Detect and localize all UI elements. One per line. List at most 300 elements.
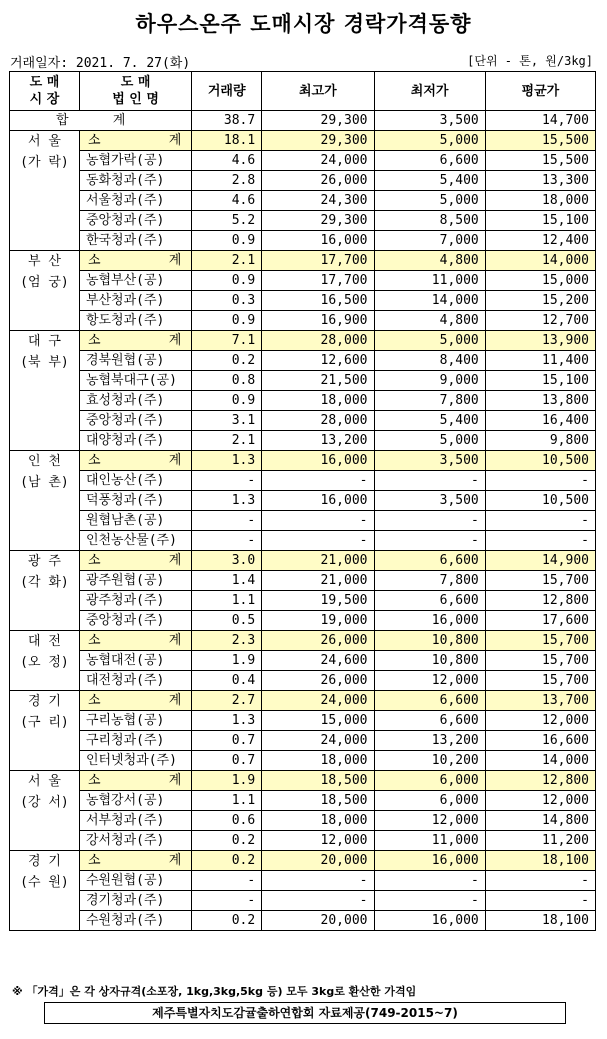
firm-name: 효성청과(주) [79,391,191,411]
market-name [10,131,80,251]
cell-volume: 4.6 [192,191,262,211]
cell-avg: 18,000 [485,191,595,211]
header-row [10,72,596,111]
subtotal-volume: 2.1 [192,251,262,271]
cell-volume: 0.2 [192,911,262,931]
cell-max: 18,500 [262,791,374,811]
cell-min: 13,200 [374,731,485,751]
subtotal-max: 26,000 [262,631,374,651]
subtotal-label-a: 소 [87,133,101,148]
cell-max: 19,000 [262,611,374,631]
cell-avg: 18,100 [485,911,595,931]
cell-max: 18,000 [262,811,374,831]
cell-max: 24,000 [262,151,374,171]
subtotal-label [79,631,191,651]
cell-max: 18,000 [262,751,374,771]
firm-name: 구리청과(주) [79,731,191,751]
subtotal-volume: 18.1 [192,131,262,151]
cell-volume: - [192,871,262,891]
cell-volume: 1.1 [192,591,262,611]
subtotal-row [10,131,596,151]
table-row [10,311,596,331]
market-name-line: 광 주 [27,554,61,569]
unit-label: [단위 - 톤, 원/3kg] [467,54,593,68]
cell-avg: 14,800 [485,811,595,831]
cell-max: 12,000 [262,831,374,851]
firm-name: 덕풍청과(주) [79,491,191,511]
subtotal-label-a: 소 [87,633,101,648]
subtotal-avg: 14,000 [485,251,595,271]
subtotal-row [10,851,596,871]
market-name [10,251,80,331]
subtotal-volume: 7.1 [192,331,262,351]
cell-max: 26,000 [262,671,374,691]
table-row [10,891,596,911]
subtotal-label-b: 계 [168,333,182,348]
cell-volume: 0.6 [192,811,262,831]
table-row [10,391,596,411]
firm-name: 중앙청과(주) [79,411,191,431]
market-name-line: (강 서) [20,795,69,810]
cell-min: - [374,531,485,551]
cell-min: 10,800 [374,651,485,671]
subtotal-label-a: 소 [87,693,101,708]
cell-avg: 17,600 [485,611,595,631]
cell-min: - [374,511,485,531]
cell-min: 11,000 [374,831,485,851]
cell-max: 19,500 [262,591,374,611]
cell-max: - [262,891,374,911]
cell-volume: 1.3 [192,491,262,511]
total-avg: 14,700 [485,111,595,131]
cell-min: 5,000 [374,431,485,451]
cell-min: 4,800 [374,311,485,331]
cell-volume: 1.1 [192,791,262,811]
cell-max: - [262,471,374,491]
cell-avg: 15,700 [485,671,595,691]
cell-max: - [262,871,374,891]
firm-name: 경북원협(공) [79,351,191,371]
cell-min: 6,600 [374,711,485,731]
cell-volume: - [192,531,262,551]
cell-avg: 13,300 [485,171,595,191]
firm-name: 구리농협(공) [79,711,191,731]
cell-max: 21,000 [262,571,374,591]
subtotal-max: 16,000 [262,451,374,471]
cell-volume: 2.1 [192,431,262,451]
subtotal-max: 24,000 [262,691,374,711]
subtotal-min: 3,500 [374,451,485,471]
subtotal-min: 16,000 [374,851,485,871]
market-name-line: (북 부) [20,355,69,370]
cell-avg: 15,100 [485,211,595,231]
table-row [10,531,596,551]
cell-volume: 0.8 [192,371,262,391]
subtotal-label-b: 계 [168,773,182,788]
cell-min: 6,600 [374,151,485,171]
table-row [10,271,596,291]
subtotal-avg: 18,100 [485,851,595,871]
table-row [10,151,596,171]
cell-min: 7,000 [374,231,485,251]
firm-name: 수원청과(주) [79,911,191,931]
firm-name: 서부청과(주) [79,811,191,831]
table-row [10,611,596,631]
total-label-a: 합 [56,113,69,128]
market-name-line: 인 천 [27,454,61,469]
cell-max: 15,000 [262,711,374,731]
market-name-line: (수 원) [20,875,69,890]
subtotal-label-a: 소 [87,453,101,468]
cell-max: - [262,511,374,531]
cell-avg: 12,800 [485,591,595,611]
header-volume: 거래량 [192,72,262,111]
subtotal-min: 10,800 [374,631,485,651]
footnote: ※ 「가격」은 각 상자규격(소포장, 1kg,3kg,5kg 등) 모두 3kg로 환산한 가격임 [12,985,417,998]
subtotal-label [79,551,191,571]
market-name-line: 대 전 [27,634,61,649]
subtotal-row [10,691,596,711]
cell-avg: 16,600 [485,731,595,751]
cell-avg: 15,700 [485,571,595,591]
cell-volume: 0.5 [192,611,262,631]
total-row [10,111,596,131]
cell-max: 29,300 [262,211,374,231]
cell-min: 7,800 [374,391,485,411]
cell-max: 26,000 [262,171,374,191]
market-name-line: 서 울 [27,774,61,789]
total-min: 3,500 [374,111,485,131]
cell-min: 6,000 [374,791,485,811]
source-box: 제주특별자치도감귤출하연합회 자료제공(749-2015~7) [44,1002,566,1024]
table-row [10,491,596,511]
cell-min: 10,200 [374,751,485,771]
price-table [9,71,596,931]
market-name [10,631,80,691]
firm-name: 중앙청과(주) [79,611,191,631]
market-name-line: (엄 궁) [20,275,69,290]
cell-max: 13,200 [262,431,374,451]
subtotal-avg: 13,700 [485,691,595,711]
firm-name: 농협부산(공) [79,271,191,291]
cell-avg: - [485,871,595,891]
firm-name: 수원원협(공) [79,871,191,891]
firm-name: 농협강서(공) [79,791,191,811]
cell-volume: 0.9 [192,271,262,291]
table-row [10,711,596,731]
cell-min: 12,000 [374,671,485,691]
cell-avg: 15,700 [485,651,595,671]
subtotal-label [79,331,191,351]
cell-volume: - [192,891,262,911]
subtotal-label-b: 계 [168,853,182,868]
market-name-line: 대 구 [27,334,61,349]
subtotal-row [10,551,596,571]
firm-name: 서울청과(주) [79,191,191,211]
market-name-line: (각 화) [20,575,69,590]
subtotal-avg: 15,500 [485,131,595,151]
cell-max: 24,600 [262,651,374,671]
firm-name: 농협가락(공) [79,151,191,171]
subtotal-label-a: 소 [87,253,101,268]
cell-volume: 0.7 [192,751,262,771]
cell-volume: 1.4 [192,571,262,591]
cell-avg: - [485,511,595,531]
subtotal-max: 17,700 [262,251,374,271]
cell-max: - [262,531,374,551]
market-name [10,331,80,451]
cell-max: 16,500 [262,291,374,311]
subtotal-label [79,251,191,271]
firm-name: 대인농산(주) [79,471,191,491]
firm-name: 대양청과(주) [79,431,191,451]
cell-max: 12,600 [262,351,374,371]
firm-name: 광주청과(주) [79,591,191,611]
market-name [10,771,80,851]
market-name-line: 부 산 [27,254,61,269]
cell-min: 8,400 [374,351,485,371]
subtotal-max: 21,000 [262,551,374,571]
subtotal-label-b: 계 [168,693,182,708]
cell-min: 9,000 [374,371,485,391]
cell-max: 21,500 [262,371,374,391]
cell-min: 5,400 [374,411,485,431]
table-row [10,431,596,451]
firm-name: 항도청과(주) [79,311,191,331]
firm-name: 중앙청과(주) [79,211,191,231]
cell-avg: 16,400 [485,411,595,431]
total-volume: 38.7 [192,111,262,131]
market-name [10,551,80,631]
subtotal-min: 6,000 [374,771,485,791]
cell-avg: 12,000 [485,711,595,731]
trade-date: 거래일자: 2021. 7. 27(화) [10,56,191,71]
cell-max: 16,900 [262,311,374,331]
market-name [10,691,80,771]
subtotal-label-b: 계 [168,253,182,268]
cell-avg: 15,200 [485,291,595,311]
firm-name: 강서청과(주) [79,831,191,851]
cell-volume: 0.2 [192,831,262,851]
cell-avg: 10,500 [485,491,595,511]
firm-name: 인천농산물(주) [79,531,191,551]
header-min: 최저가 [374,72,485,111]
firm-name: 동화청과(주) [79,171,191,191]
cell-volume: 4.6 [192,151,262,171]
table-row [10,571,596,591]
page-title: 하우스온주 도매시장 경락가격동향 [135,12,472,36]
table-row [10,411,596,431]
firm-name: 부산청과(주) [79,291,191,311]
subtotal-min: 5,000 [374,331,485,351]
cell-avg: 11,400 [485,351,595,371]
subtotal-row [10,451,596,471]
total-label [10,111,192,131]
cell-avg: - [485,531,595,551]
cell-volume: 0.9 [192,391,262,411]
subtotal-max: 29,300 [262,131,374,151]
cell-max: 24,000 [262,731,374,751]
cell-avg: 15,500 [485,151,595,171]
subtotal-label [79,131,191,151]
market-name-line: (가 락) [20,155,69,170]
table-row [10,671,596,691]
cell-avg: 12,700 [485,311,595,331]
firm-name: 한국청과(주) [79,231,191,251]
subtotal-volume: 1.9 [192,771,262,791]
cell-min: 11,000 [374,271,485,291]
table-row [10,171,596,191]
cell-avg: 12,000 [485,791,595,811]
subtotal-label-b: 계 [168,133,182,148]
subtotal-avg: 15,700 [485,631,595,651]
cell-volume: 1.3 [192,711,262,731]
table-row [10,811,596,831]
subtotal-volume: 1.3 [192,451,262,471]
subtotal-min: 6,600 [374,691,485,711]
cell-max: 24,300 [262,191,374,211]
market-name-line: 경 기 [27,854,61,869]
subtotal-label-a: 소 [87,773,101,788]
cell-volume: 0.9 [192,231,262,251]
table-row [10,871,596,891]
subtotal-max: 28,000 [262,331,374,351]
cell-min: 5,400 [374,171,485,191]
cell-avg: - [485,471,595,491]
table-row [10,911,596,931]
header-firm: 도 매 법 인 명 [79,72,191,111]
cell-min: - [374,871,485,891]
table-row [10,231,596,251]
table-row [10,471,596,491]
cell-max: 20,000 [262,911,374,931]
cell-volume: 0.3 [192,291,262,311]
cell-volume: 0.2 [192,351,262,371]
subtotal-min: 4,800 [374,251,485,271]
subtotal-label-a: 소 [87,553,101,568]
cell-max: 17,700 [262,271,374,291]
subtotal-label-b: 계 [168,633,182,648]
table-row [10,591,596,611]
table-row [10,791,596,811]
table-row [10,371,596,391]
table-row [10,211,596,231]
table-row [10,731,596,751]
subtotal-row [10,631,596,651]
firm-name: 인터넷청과(주) [79,751,191,771]
market-name-line: (남 촌) [20,475,69,490]
cell-min: 5,000 [374,191,485,211]
firm-name: 농협대전(공) [79,651,191,671]
market-name [10,851,80,931]
subtotal-label-a: 소 [87,853,101,868]
subtotal-label [79,691,191,711]
subtotal-avg: 12,800 [485,771,595,791]
market-name-line: (오 정) [20,655,69,670]
table-row [10,751,596,771]
cell-volume: 0.9 [192,311,262,331]
cell-min: - [374,891,485,911]
subtotal-min: 5,000 [374,131,485,151]
cell-avg: 15,000 [485,271,595,291]
subtotal-max: 18,500 [262,771,374,791]
subtotal-min: 6,600 [374,551,485,571]
header-max: 최고가 [262,72,374,111]
cell-avg: 13,800 [485,391,595,411]
firm-name: 농협북대구(공) [79,371,191,391]
market-name [10,451,80,551]
table-row [10,651,596,671]
subtotal-row [10,771,596,791]
subtotal-label-b: 계 [168,553,182,568]
market-name-line: 경 기 [27,694,61,709]
cell-min: 16,000 [374,911,485,931]
subtotal-volume: 2.7 [192,691,262,711]
cell-min: - [374,471,485,491]
cell-max: 16,000 [262,231,374,251]
header-market: 도 매 시 장 [10,72,80,111]
header-avg: 평균가 [485,72,595,111]
subtotal-label-a: 소 [87,333,101,348]
cell-min: 3,500 [374,491,485,511]
total-max: 29,300 [262,111,374,131]
table-row [10,831,596,851]
market-name-line: 서 울 [27,134,61,149]
cell-avg: 12,400 [485,231,595,251]
cell-min: 8,500 [374,211,485,231]
cell-max: 16,000 [262,491,374,511]
cell-avg: 15,100 [485,371,595,391]
cell-volume: 0.4 [192,671,262,691]
cell-volume: - [192,511,262,531]
table-row [10,291,596,311]
cell-volume: 2.8 [192,171,262,191]
cell-volume: - [192,471,262,491]
subtotal-avg: 14,900 [485,551,595,571]
cell-max: 18,000 [262,391,374,411]
subtotal-volume: 2.3 [192,631,262,651]
table-row [10,191,596,211]
firm-name: 경기청과(주) [79,891,191,911]
subtotal-label-b: 계 [168,453,182,468]
cell-avg: - [485,891,595,911]
subtotal-avg: 10,500 [485,451,595,471]
table-row [10,511,596,531]
subtotal-avg: 13,900 [485,331,595,351]
cell-min: 16,000 [374,611,485,631]
cell-volume: 5.2 [192,211,262,231]
cell-volume: 1.9 [192,651,262,671]
subtotal-row [10,331,596,351]
cell-min: 12,000 [374,811,485,831]
cell-avg: 14,000 [485,751,595,771]
cell-min: 6,600 [374,591,485,611]
cell-avg: 11,200 [485,831,595,851]
subtotal-label [79,771,191,791]
market-name-line: (구 리) [20,715,69,730]
cell-avg: 9,800 [485,431,595,451]
firm-name: 원협남촌(공) [79,511,191,531]
subtotal-row [10,251,596,271]
firm-name: 광주원협(공) [79,571,191,591]
subtotal-max: 20,000 [262,851,374,871]
cell-min: 14,000 [374,291,485,311]
subtotal-volume: 0.2 [192,851,262,871]
subtotal-volume: 3.0 [192,551,262,571]
cell-min: 7,800 [374,571,485,591]
cell-volume: 0.7 [192,731,262,751]
total-label-b: 계 [112,113,126,128]
